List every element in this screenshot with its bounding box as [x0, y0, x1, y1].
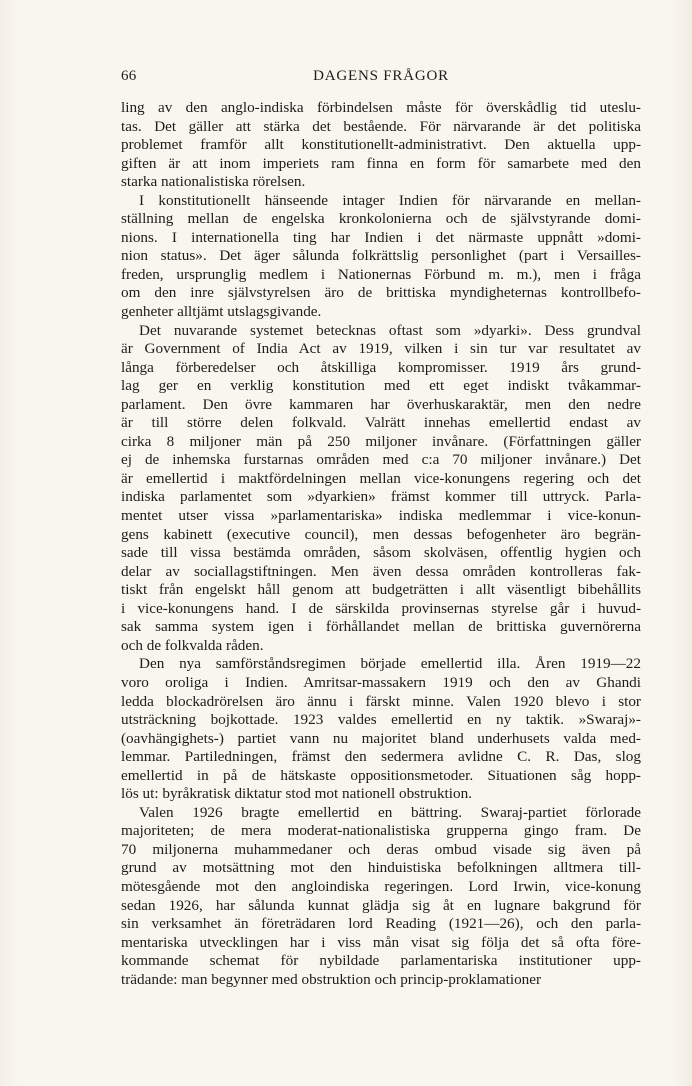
page-number: 66	[121, 68, 137, 84]
text-line: i vice-konungens hand. I de särskilda provinsernas styrelse går i huvud-	[121, 599, 641, 617]
text-line: grund av motsättning mot den hinduistiska befolkningen alltmera till-	[121, 859, 641, 877]
text-line: freden, ursprunglig medlem i Nationernas Förbund m. m.), men i fråga	[121, 265, 641, 283]
text-line: ling av den anglo-indiska förbindelsen måste för överskådlig tid uteslu-	[121, 99, 641, 116]
text-line: lag ger en verklig konstitution med ett eget indiskt tvåkammar-	[121, 377, 641, 395]
text-line: lemmar. Partiledningen, främst den sedermera avlidne C. R. Das, slog	[121, 748, 641, 766]
text-line: nion status». Det äger sålunda folkrättslig personlighet (part i Versailles-	[121, 247, 641, 265]
text-line: tiskt från engelskt håll genom att budgeträtten i allt väsentligt bibehållits	[121, 581, 641, 599]
text-line: mötesgående mot den angloindiska regeringen. Lord Irwin, vice-konung	[121, 877, 641, 895]
text-line: ledda blockadrörelsen äro ännu i färskt minne. Valen 1920 blevo i stor	[121, 692, 641, 710]
text-line: giften är att inom imperiets ram finna en form för samarbete med den	[121, 154, 641, 172]
text-line: genheter alltjämt utslagsgivande.	[121, 303, 322, 321]
text-line: nions. I internationella ting har Indien i det närmaste uppnått »domi-	[121, 228, 641, 246]
text-line: cirka 8 miljoner män på 250 miljoner invånare. (Författningen gäller	[121, 432, 641, 450]
text-line: är emellertid i maktfördelningen mellan vice-konungens regering och det	[121, 469, 641, 487]
text-line: trädande: man begynner med obstruktion och princip-proklamationer	[121, 970, 542, 988]
text-line: delar av sociallagstiftningen. Men även dessa områden kontrolleras fak-	[121, 562, 641, 580]
text-line: emellertid in på de hätskaste oppositionsmetoder. Situationen såg hopp-	[121, 766, 641, 784]
text-line: parlament. Den övre kammaren har överhuskaraktär, men den nedre	[121, 395, 641, 413]
text-line: sak samma system igen i förhållandet mellan de brittiska guvernörerna	[121, 618, 641, 636]
text-line: sedan 1926, har sålunda kunnat glädja sig åt en lugnare bakgrund för	[121, 896, 641, 914]
text-line: sin verksamhet än företrädaren lord Reading (1921—26), och den parla-	[121, 915, 641, 933]
text-line: ej de inhemska furstarnas områden med c:a 70 miljoner invånare.) Det	[121, 451, 641, 469]
text-line: lös ut: byråkratisk diktatur stod mot nationell obstruktion.	[121, 785, 472, 803]
text-line: Den nya samförståndsregimen började emellertid illa. Åren 1919—22	[139, 655, 641, 673]
text-line: och de folkvalda råden.	[121, 636, 264, 654]
page-header	[121, 68, 641, 90]
body-text	[121, 99, 641, 989]
text-line: mentariska utvecklingen har i viss mån visat sig följa det så ofta före-	[121, 933, 641, 951]
running-title: DAGENS FRÅGOR	[313, 68, 449, 84]
text-line: voro oroliga i Indien. Amritsar-massakern 1919 och den av Ghandi	[121, 673, 641, 691]
text-line: (oavhängighets-) partiet vann nu majoritet bland underhusets valda med-	[121, 729, 641, 747]
paragraph	[121, 804, 641, 989]
text-line: Valen 1926 bragte emellertid en bättring. Swaraj-partiet förlorade	[139, 803, 641, 821]
text-line: indiska parlamentet som »dyarkien» främst kommer till uttryck. Parla-	[121, 488, 641, 506]
text-line: 70 miljonerna muhammedaner och deras ombud visade sig även på	[121, 840, 641, 858]
paragraph	[121, 99, 641, 192]
text-line: ställning mellan de engelska kronkolonierna och de självstyrande domi-	[121, 210, 641, 228]
text-line: är till större delen folkvald. Valrätt innehas emellertid endast av	[121, 414, 641, 432]
paragraph	[121, 192, 641, 322]
text-line: om den inre självstyrelsen äro de brittiska myndigheternas kontrollbefo-	[121, 284, 641, 302]
text-line: långa förberedelser och åtskilliga kompromisser. 1919 års grund-	[121, 358, 641, 376]
text-line: är Government of India Act av 1919, vilken i sin tur var resultatet av	[121, 340, 641, 358]
paragraph	[121, 655, 641, 803]
text-line: gens kabinett (executive council), men dessas befogenheter äro begrän-	[121, 525, 641, 543]
text-line: utsträckning bojkottade. 1923 valdes emellertid en ny taktik. »Swaraj»-	[121, 711, 641, 729]
text-line: I konstitutionellt hänseende intager Indien för närvarande en mellan-	[139, 191, 641, 209]
text-line: Det nuvarande systemet betecknas oftast som »dyarki». Dess grundval	[139, 321, 641, 339]
paragraph	[121, 322, 641, 656]
text-line: problemet framför allt konstitutionellt-administrativt. Den aktuella upp-	[121, 136, 641, 154]
text-line: mentet utser vissa »parlamentariska» indiska medlemmar i vice-konun-	[121, 507, 641, 525]
text-line: kommande schemat för nybildade parlamentariska institutioner upp-	[121, 952, 641, 970]
text-line: starka nationalistiska rörelsen.	[121, 173, 306, 191]
text-line: majoriteten; de mera moderat-nationalistiska grupperna gingo fram. De	[121, 822, 641, 840]
text-line: tas. Det gäller att stärka det bestående. För närvarande är det politiska	[121, 117, 641, 135]
text-line: sade till vissa bestämda områden, såsom skolväsen, offentlig hygien och	[121, 544, 641, 562]
